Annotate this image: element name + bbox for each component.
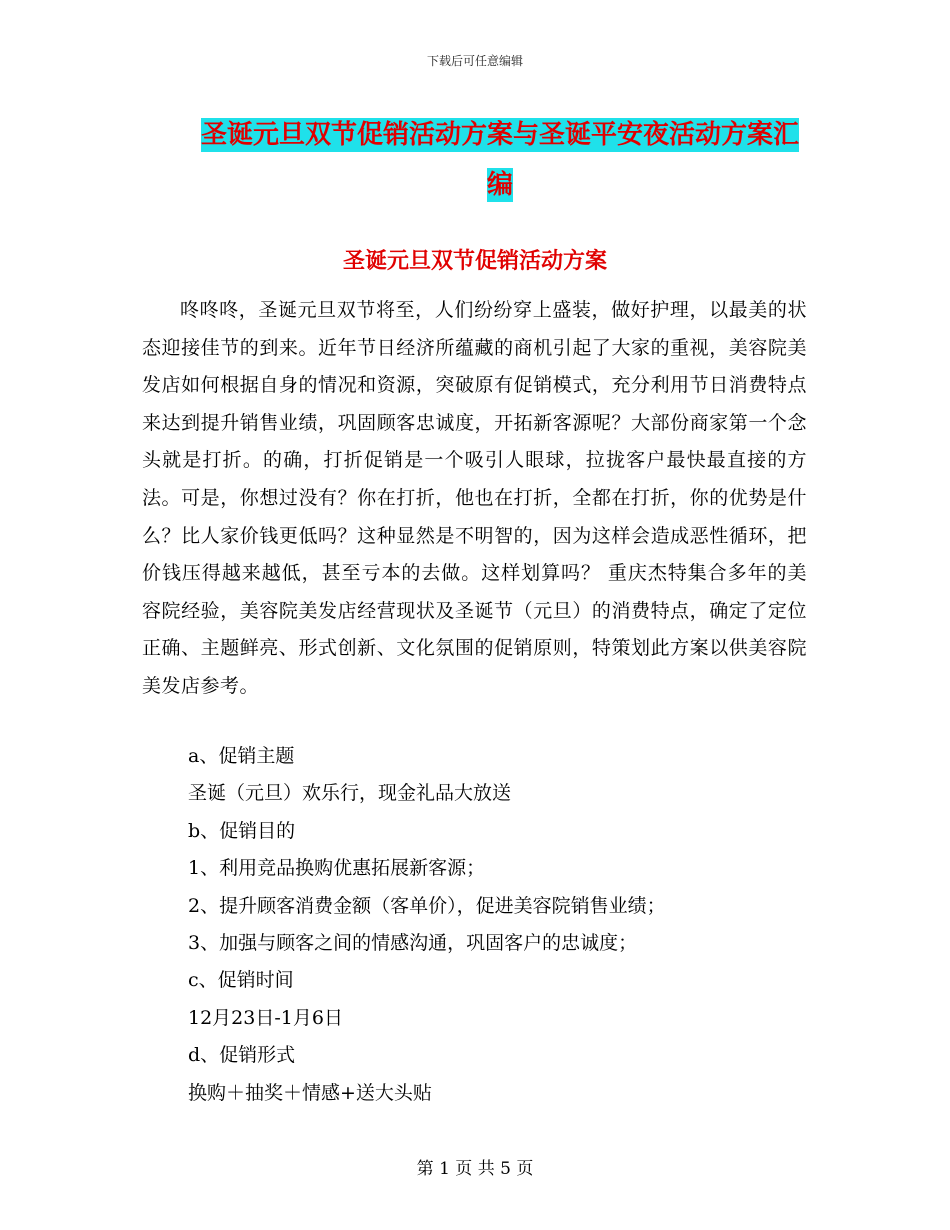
promotion-outline — [188, 738, 828, 1112]
list-item: c、促销时间 — [188, 969, 294, 992]
list-item: d、促销形式 — [188, 1044, 296, 1067]
list-item: a、促销主题 — [188, 745, 295, 767]
page-number-footer: 第 1 页 共 5 页 — [416, 1159, 534, 1179]
main-title-line-1: 圣诞元旦双节促销活动方案与圣诞平安夜活动方案汇 — [200, 120, 799, 150]
main-title — [130, 110, 870, 210]
list-item: 12月23日-1月6日 — [188, 1006, 343, 1029]
main-title-line-2: 编 — [486, 170, 513, 200]
section-title: 圣诞元旦双节促销活动方案 — [342, 249, 607, 274]
list-item: 1、利用竞品换购优惠拓展新客源； — [188, 857, 486, 880]
list-item: 圣诞（元旦）欢乐行，现金礼品大放送 — [188, 782, 512, 805]
list-item: 3、加强与顾客之间的情感沟通，巩固客户的忠诚度； — [188, 931, 638, 954]
page-header: 下载后可任意编辑 — [426, 54, 523, 68]
intro-paragraph: 咚咚咚，圣诞元旦双节将至，人们纷纷穿上盛装，做好护理，以最美的状态迎接佳节的到来。近年节日经济所蕴藏的商机引起了大家的重视，美容院美发店如何根据自身的情况和资源，突破原有促销模式，充分利用节日消费特点来达到提升销售业绩，巩固顾客忠诚度，开拓新客源呢？大部份商家第一个念头就是打折。的确，打折促销是一个吸引人眼球，拉拢客户最快最直接的方法。可是，你想过没有？你在打折，他也在打折，全都在打折，你的优势是什么？比人家价钱更低吗？这种显然是不明智的，因为这样会造成恶性循环，把价钱压得越来越低，甚至亏本的去做。这样划算吗？ 重庆杰特集合多年的美容院经验，美容院美发店经营现状及圣诞节（元旦）的消费特点，确定了定位正确、主题鲜亮、形式创新、文化氛围的促销原则，特策划此方案以供美容院美发店参考。 — [142, 299, 807, 697]
list-item: b、促销目的 — [188, 819, 296, 842]
list-item: 2、提升顾客消费金额（客单价），促进美容院销售业绩； — [188, 894, 666, 917]
list-item: 换购＋抽奖＋情感+送大头贴 — [188, 1081, 432, 1104]
